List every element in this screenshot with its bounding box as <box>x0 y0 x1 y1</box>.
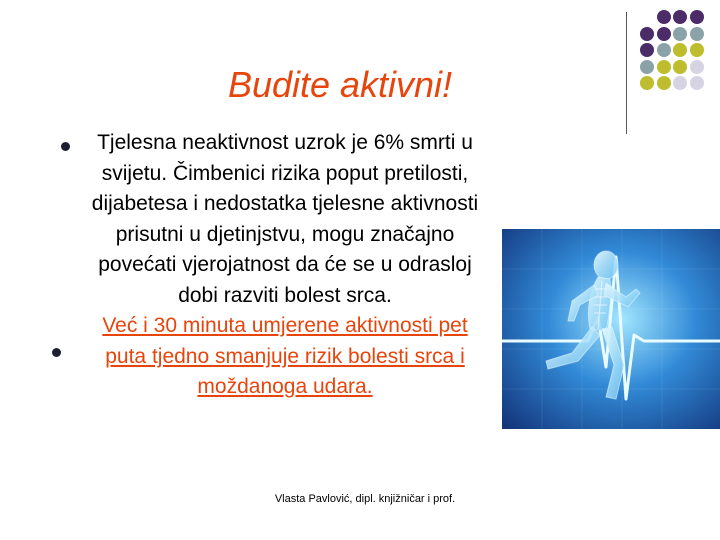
runner-illustration <box>502 229 720 429</box>
decor-dot <box>673 10 687 24</box>
decor-dot <box>640 43 654 57</box>
decor-dot <box>690 43 704 57</box>
footer-author: Vlasta Pavlović, dipl. knjižničar i prof. <box>274 493 456 505</box>
decor-dot <box>657 43 671 57</box>
decor-dot <box>657 10 671 24</box>
decor-dot <box>690 27 704 41</box>
decor-dot <box>690 60 704 74</box>
bullet-link-2[interactable]: Već i 30 minuta umjerene aktivnosti pet puta tjedno smanjuje rizik bolesti srca i moždanoga udara. <box>102 314 468 398</box>
bullet-dot-2 <box>52 348 61 357</box>
decor-dot <box>640 60 654 74</box>
decor-dot <box>673 76 687 90</box>
decor-dot <box>673 60 687 74</box>
divider-line <box>626 12 627 134</box>
running-human-anatomy-ekg-image <box>502 229 720 429</box>
decor-dot <box>657 76 671 90</box>
decor-dot <box>673 43 687 57</box>
decor-dot <box>657 27 671 41</box>
bullet-list <box>85 128 485 403</box>
decor-dot <box>690 76 704 90</box>
decor-dot <box>640 76 654 90</box>
bullet-dot-1 <box>61 142 70 151</box>
decor-dot <box>690 10 704 24</box>
decor-dot <box>673 27 687 41</box>
decor-dot <box>640 27 654 41</box>
slide-title: Budite aktivni! <box>227 64 453 105</box>
bullet-text-1: Tjelesna neaktivnost uzrok je 6% smrti u svijetu. Čimbenici rizika poput pretilosti, dijabetesa i nedostatka tjelesne aktivnosti prisutni u djetinjstvu, mogu značajno povećati vjerojatnost da će se u odrasloj dobi razviti bolest srca. <box>91 131 479 307</box>
decor-dot <box>657 60 671 74</box>
